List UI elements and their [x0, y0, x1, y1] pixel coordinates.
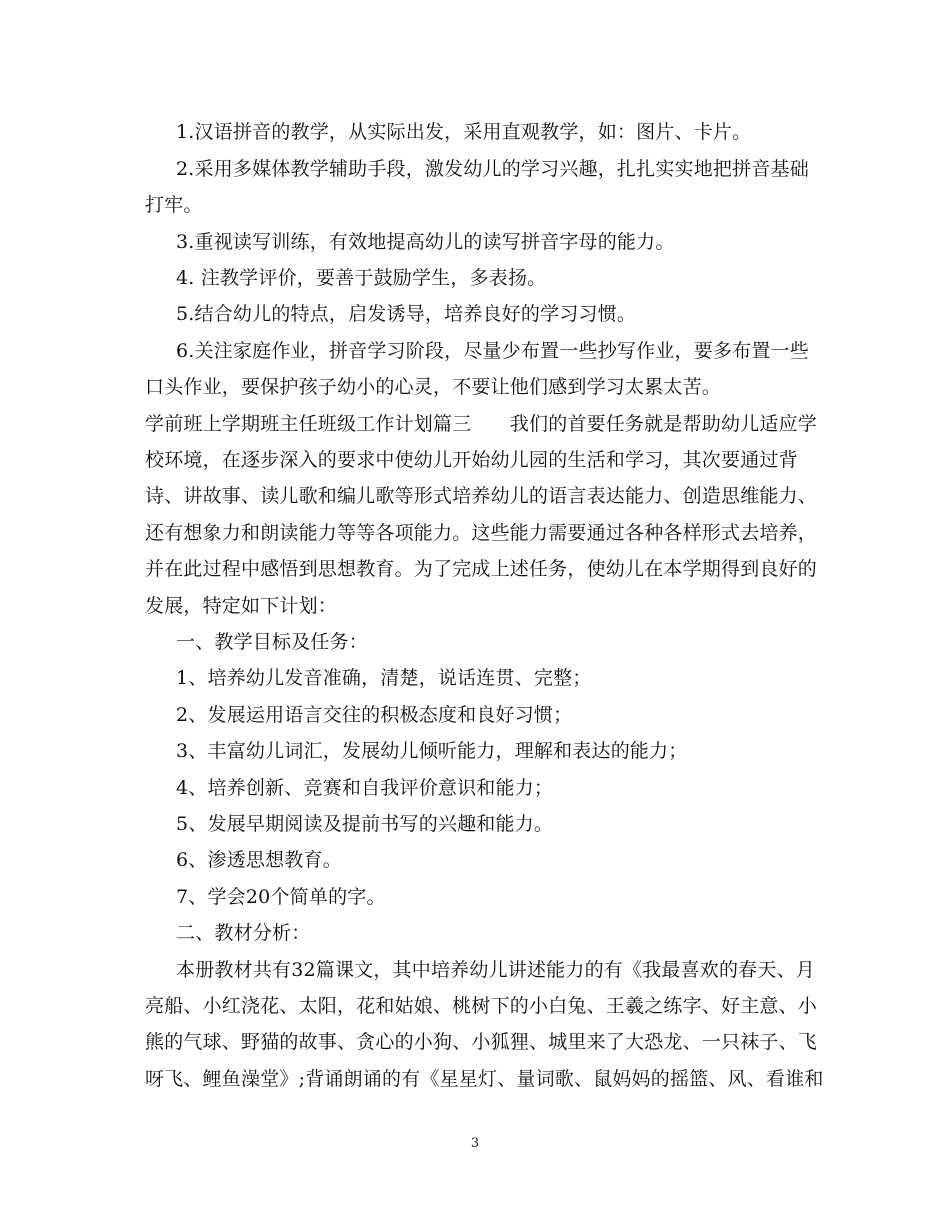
text-line: 发展，特定如下计划： [145, 595, 338, 617]
text-line: 3、丰富幼儿词汇，发展幼儿倾听能力，理解和表达的能力； [176, 740, 688, 762]
text-line: 2.采用多媒体教学辅助手段，激发幼儿的学习兴趣，扎扎实实地把拼音基础 [176, 158, 809, 180]
text-line: 6、渗透思想教育。 [176, 849, 342, 871]
text-line: 打牢。 [145, 194, 203, 216]
text-line: 还有想象力和朗读能力等等各项能力。这些能力需要通过各种各样形式去培养， [145, 522, 818, 544]
text-line: 6.关注家庭作业，拼音学习阶段，尽量少布置一些抄写作业，要多布置一些 [176, 340, 809, 362]
page-number: 3 [470, 1136, 480, 1151]
text-line: 7、学会20个简单的字。 [176, 886, 386, 908]
text-line: 5、发展早期阅读及提前书写的兴趣和能力。 [176, 813, 554, 835]
text-line: 并在此过程中感悟到思想教育。为了完成上述任务，使幼儿在本学期得到良好的 [145, 558, 818, 580]
text-line: 校环境，在逐步深入的要求中使幼儿开始幼儿园的生活和学习，其次要通过背 [145, 449, 798, 471]
text-line: 1.汉语拼音的教学，从实际出发，采用直观教学，如：图片、卡片。 [176, 121, 752, 143]
text-line: 5.结合幼儿的特点，启发诱导，培养良好的学习习惯。 [176, 303, 637, 325]
text-line: 口头作业，要保护孩子幼小的心灵，不要让他们感到学习太累太苦。 [145, 376, 722, 398]
text-line: 熊的气球、野猫的故事、贪心的小狗、小狐狸、城里来了大恐龙、一只袜子、飞 [145, 1031, 818, 1053]
text-line: 4、培养创新、竞赛和自我评价意识和能力； [176, 777, 554, 799]
text-line: 本册教材共有32篇课文，其中培养幼儿讲述能力的有《我最喜欢的春天、月 [176, 959, 815, 981]
text-line: 亮船、小红浇花、太阳，花和姑娘、桃树下的小白兔、王羲之练字、好主意、小 [145, 995, 818, 1017]
text-line: 4. 注教学评价，要善于鼓励学生，多表扬。 [176, 267, 547, 289]
text-line: 诗、讲故事、读儿歌和编儿歌等形式培养幼儿的语言表达能力、创造思维能力、 [145, 485, 818, 507]
text-line: 呀飞、鲤鱼澡堂》;背诵朗诵的有《星星灯、量词歌、鼠妈妈的摇篮、风、看谁和 [145, 1068, 824, 1090]
text-line: 一、教学目标及任务： [176, 631, 369, 653]
text-line: 二、教材分析： [176, 922, 311, 944]
text-line: 2、发展运用语言交往的积极态度和良好习惯； [176, 704, 573, 726]
text-line: 1、培养幼儿发音准确，清楚，说话连贯、完整； [176, 667, 592, 689]
text-line: 3.重视读写训练，有效地提高幼儿的读写拼音字母的能力。 [176, 231, 675, 253]
section-heading-line: 学前班上学期班主任班级工作计划篇三 我们的首要任务就是帮助幼儿适应学 [145, 413, 818, 435]
